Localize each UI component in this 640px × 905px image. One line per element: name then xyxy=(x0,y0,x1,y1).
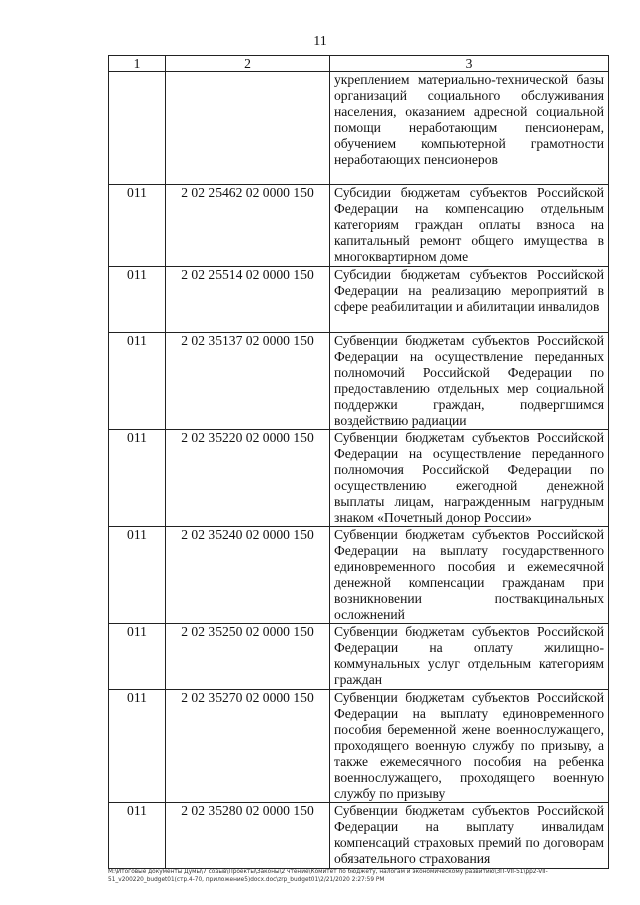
table-row xyxy=(109,185,609,267)
description-cell: укреплением материально-технической базы организаций социального обслуживания населения, оказанием адресной социальной помощи неработающим пенсионерам, обучением компьютерной грамотности неработающих пенсионеров xyxy=(330,72,609,185)
table-row xyxy=(109,430,609,527)
column-header-3: 3 xyxy=(330,56,609,72)
document-footer-path xyxy=(108,868,613,884)
admin-code-cell: 011 xyxy=(109,430,166,527)
budget-code-cell: 2 02 35220 02 0000 150 xyxy=(166,430,330,527)
admin-code-cell: 011 xyxy=(109,333,166,430)
budget-code-cell: 2 02 35280 02 0000 150 xyxy=(166,803,330,869)
column-header-1: 1 xyxy=(109,56,166,72)
budget-code-cell xyxy=(166,72,330,185)
table-row xyxy=(109,72,609,185)
description-cell: Субвенции бюджетам субъектов Российской Федерации на оплату жилищно-коммунальных услуг отдельным категориям граждан xyxy=(330,624,609,690)
table-row xyxy=(109,690,609,803)
budget-revenue-table xyxy=(108,55,609,869)
description-cell: Субсидии бюджетам субъектов Российской Федерации на реализацию мероприятий в сфере реабилитации и абилитации инвалидов xyxy=(330,267,609,333)
admin-code-cell: 011 xyxy=(109,185,166,267)
description-cell: Субвенции бюджетам субъектов Российской Федерации на осуществление переданного полномочия Российской Федерации по осуществлению ежегодной денежной выплаты лицам, награжденным нагрудным знаком «Почетный донор России» xyxy=(330,430,609,527)
table-header-row xyxy=(109,56,609,72)
admin-code-cell xyxy=(109,72,166,185)
description-cell: Субсидии бюджетам субъектов Российской Федерации на компенсацию отдельным категориям граждан оплаты взноса на капитальный ремонт общего имущества в многоквартирном доме xyxy=(330,185,609,267)
column-header-2: 2 xyxy=(166,56,330,72)
table-row xyxy=(109,803,609,869)
description-cell: Субвенции бюджетам субъектов Российской Федерации на выплату государственного единовременного пособия и ежемесячной денежной компенсации гражданам при возникновении поствакцинальных осложнений xyxy=(330,527,609,624)
budget-code-cell: 2 02 35270 02 0000 150 xyxy=(166,690,330,803)
admin-code-cell: 011 xyxy=(109,690,166,803)
budget-code-cell: 2 02 35240 02 0000 150 xyxy=(166,527,330,624)
table-row xyxy=(109,333,609,430)
budget-code-cell: 2 02 25514 02 0000 150 xyxy=(166,267,330,333)
footer-path-line-2: 51_v200220_budget01(стр.4-70, приложение5)docx.doc\zrp_budget01\2/21/2020 2:27:59 PM xyxy=(108,877,385,883)
table-row xyxy=(109,624,609,690)
admin-code-cell: 011 xyxy=(109,803,166,869)
footer-path-line-1: M:\Итоговые документы Думы\7 созыв\Проекты\Законы\2 чтение\Комитет по бюджету, налогам и экономическому развитию\ЗП-VII-51\pp2-VII- xyxy=(108,869,548,875)
budget-code-cell: 2 02 35250 02 0000 150 xyxy=(166,624,330,690)
admin-code-cell: 011 xyxy=(109,267,166,333)
page-number: 11 xyxy=(313,34,327,49)
budget-code-cell: 2 02 35137 02 0000 150 xyxy=(166,333,330,430)
admin-code-cell: 011 xyxy=(109,527,166,624)
description-cell: Субвенции бюджетам субъектов Российской Федерации на выплату инвалидам компенсаций страховых премий по договорам обязательного страхования xyxy=(330,803,609,869)
description-cell: Субвенции бюджетам субъектов Российской Федерации на выплату единовременного пособия беременной жене военнослужащего, проходящего военную службу по призыву, а также ежемесячного пособия на ребенка военнослужащего, проходящего военную службу по призыву xyxy=(330,690,609,803)
budget-code-cell: 2 02 25462 02 0000 150 xyxy=(166,185,330,267)
description-cell: Субвенции бюджетам субъектов Российской Федерации на осуществление переданных полномочий Российской Федерации по предоставлению отдельных мер социальной поддержки граждан, подвергшимся воздействию радиации xyxy=(330,333,609,430)
table-row xyxy=(109,267,609,333)
admin-code-cell: 011 xyxy=(109,624,166,690)
table-row xyxy=(109,527,609,624)
